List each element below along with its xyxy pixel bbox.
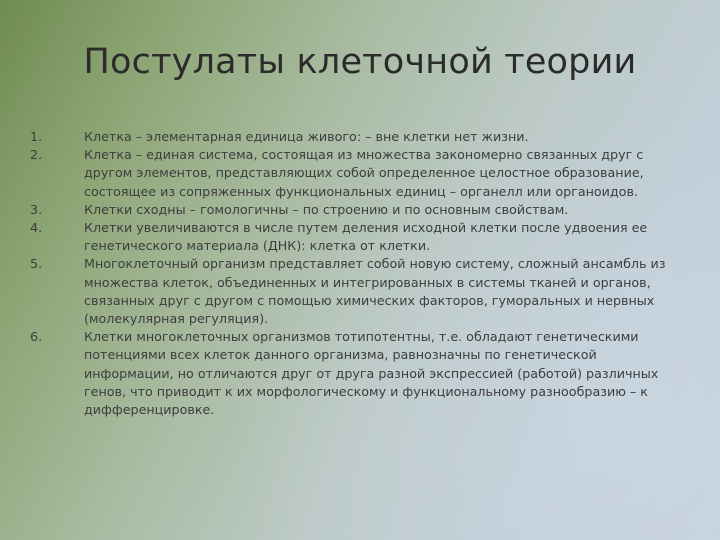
slide-title: Постулаты клеточной теории <box>83 42 637 82</box>
list-item-text: Многоклеточный организм представляет собой новую систему, сложный ансамбль из множества клеток, объединенных и интегрированных в системы тканей и органов, связанных друг с другом с помощью химических факторов, гуморальных и нервных (молекулярная регуляция). <box>84 256 666 327</box>
list-item <box>30 128 690 146</box>
list-item <box>30 146 690 201</box>
list-item-number: 1. <box>30 129 43 144</box>
list-item-number: 3. <box>30 201 43 217</box>
list-item <box>30 255 690 328</box>
list-item-text: Клетки сходны – гомологичны – по строению и по основным свойствам. <box>84 201 569 217</box>
list-item-text: Клетка – единая система, состоящая из множества закономерно связанных друг с другом элементов, представляющих собой определенное целостное образование, состоящее из сопряженных функциональных единиц – органелл или органоидов. <box>84 147 644 199</box>
list-item <box>30 328 690 419</box>
list-item <box>30 219 690 255</box>
list-item-number: 2. <box>30 147 43 163</box>
list-item-number: 4. <box>30 220 43 236</box>
list-item <box>30 201 690 219</box>
list-item-text: Клетки увеличиваются в числе путем деления исходной клетки после удвоения ее генетического материала (ДНК): клетка от клетки. <box>84 220 648 254</box>
list-item-text: Клетки многоклеточных организмов тотипотентны, т.е. обладают генетическими потенциями всех клеток данного организма, равнозначны по генетической информации, но отличаются друг от друга разной экспрессией (работой) различных генов, что приводит к их морфологическому и функциональному разнообразию – к дифференцировке. <box>84 329 659 418</box>
list-item-text: Клетка – элементарная единица живого: – вне клетки нет жизни. <box>84 129 529 144</box>
list-item-number: 6. <box>30 329 43 345</box>
postulates-list <box>30 128 690 419</box>
list-item-number: 5. <box>30 256 43 272</box>
